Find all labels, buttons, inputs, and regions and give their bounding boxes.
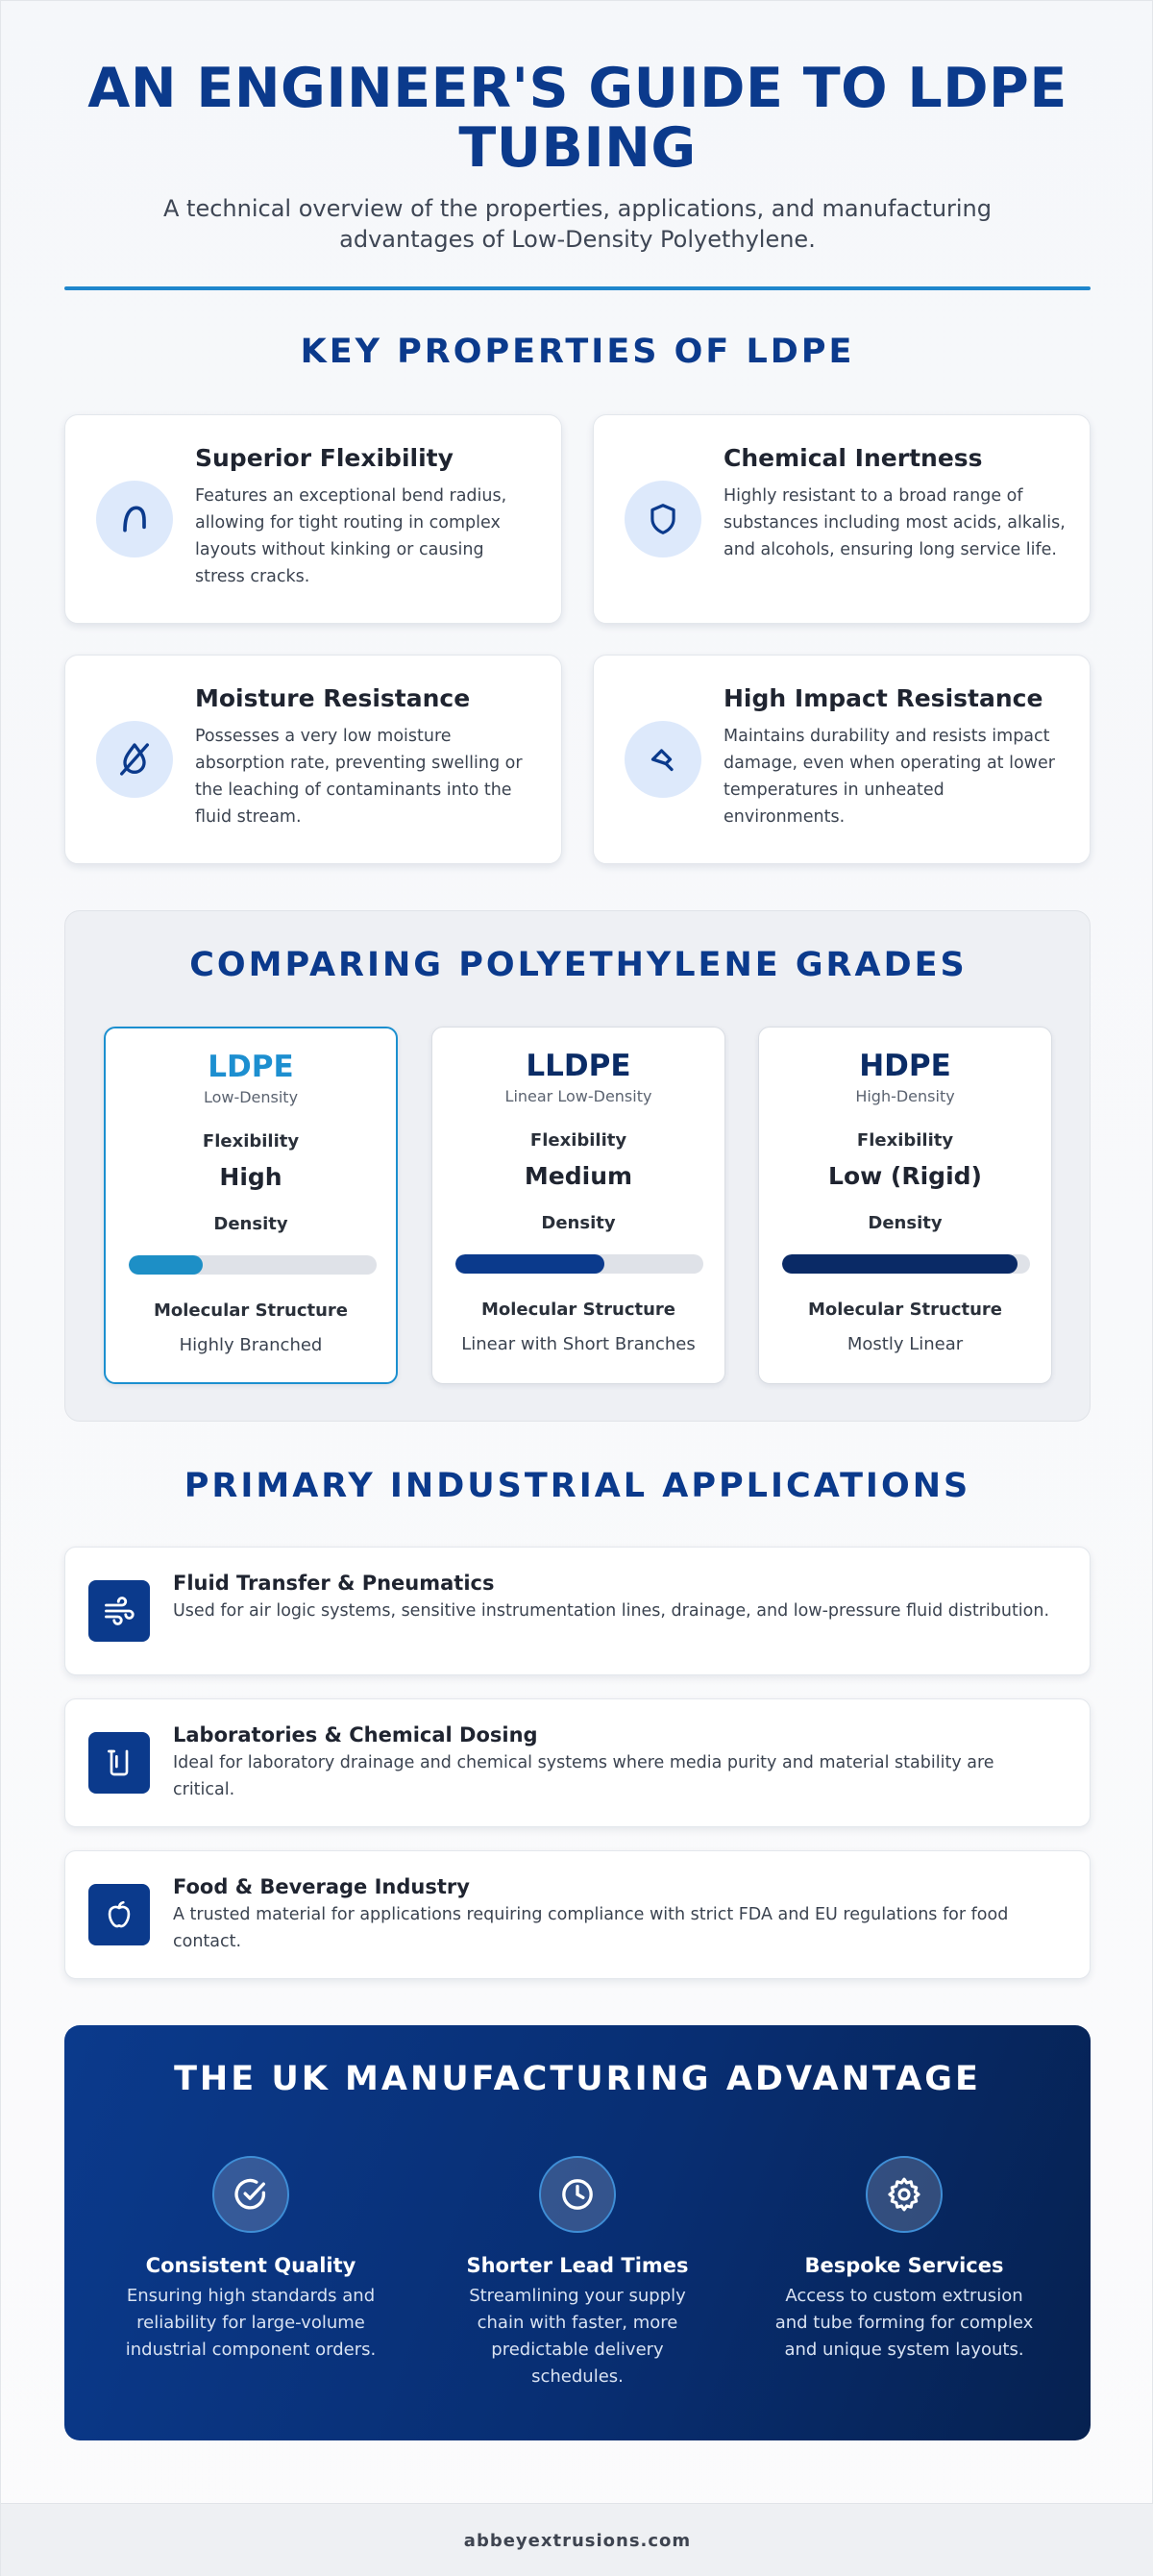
hammer-icon xyxy=(625,721,701,798)
advantage-name: Shorter Lead Times xyxy=(466,2254,689,2277)
flexibility-label: Flexibility xyxy=(529,1130,627,1151)
application-desc: A trusted material for applications requiring compliance with strict FDA and EU regulations for food contact. xyxy=(173,1905,1009,1951)
application-title: Fluid Transfer & Pneumatics xyxy=(173,1572,495,1595)
shield-icon xyxy=(625,481,701,557)
density-label: Density xyxy=(213,1214,288,1234)
comparison-title: COMPARING POLYETHYLENE GRADES xyxy=(189,946,968,984)
grade-card-hdpe xyxy=(758,1027,1052,1384)
droplet-off-icon xyxy=(96,721,173,798)
advantage-desc: Ensuring high standards and reliability for large-volume industrial component orders. xyxy=(125,2286,377,2360)
density-label: Density xyxy=(868,1213,943,1233)
application-card-food xyxy=(64,1850,1091,1979)
application-card-laboratory xyxy=(64,1698,1091,1827)
advantage-name: Bespoke Services xyxy=(804,2254,1004,2277)
page xyxy=(1,1,1153,2576)
footer xyxy=(1,2503,1153,2576)
structure-value: Mostly Linear xyxy=(846,1334,964,1354)
grade-full-name: Linear Low-Density xyxy=(504,1087,652,1105)
property-desc: Maintains durability and resists impact damage, even when operating at lower temperatures in unheated environments. xyxy=(724,727,1055,827)
property-title: Superior Flexibility xyxy=(195,444,454,472)
advantage-name: Consistent Quality xyxy=(145,2254,356,2277)
structure-value: Linear with Short Branches xyxy=(461,1334,696,1354)
grade-name: LLDPE xyxy=(526,1049,631,1083)
property-card-impact xyxy=(593,655,1091,864)
website-link[interactable]: abbeyextrusions.com xyxy=(463,2530,692,2551)
flexible-curve-icon xyxy=(96,481,173,557)
density-bar xyxy=(455,1254,703,1274)
grade-card-lldpe xyxy=(431,1027,725,1384)
grade-name: LDPE xyxy=(208,1050,294,1084)
check-circle-icon xyxy=(212,2156,289,2233)
properties-title: KEY PROPERTIES OF LDPE xyxy=(300,333,855,371)
advantage-panel xyxy=(64,2025,1091,2440)
beaker-icon xyxy=(88,1732,150,1794)
wind-icon xyxy=(88,1580,150,1642)
advantage-item-lead-times xyxy=(433,2156,722,2390)
advantage-item-bespoke xyxy=(760,2156,1048,2364)
property-card-flexibility xyxy=(64,414,562,624)
structure-label: Molecular Structure xyxy=(480,1300,676,1320)
applications-title: PRIMARY INDUSTRIAL APPLICATIONS xyxy=(184,1467,971,1505)
flexibility-value: High xyxy=(219,1163,282,1191)
application-title: Food & Beverage Industry xyxy=(173,1875,470,1898)
hero xyxy=(64,59,1091,255)
structure-label: Molecular Structure xyxy=(153,1300,349,1321)
page-subtitle: A technical overview of the properties, applications, and manufacturing advantages of Low-Density Polyethylene. xyxy=(162,195,993,253)
density-bar xyxy=(129,1255,377,1275)
application-card-fluid xyxy=(64,1547,1091,1675)
property-title: Chemical Inertness xyxy=(724,444,983,472)
flexibility-value: Medium xyxy=(524,1162,633,1190)
property-title: Moisture Resistance xyxy=(195,684,471,712)
structure-value: Highly Branched xyxy=(179,1335,323,1355)
application-title: Laboratories & Chemical Dosing xyxy=(173,1723,538,1746)
property-desc: Features an exceptional bend radius, allowing for tight routing in complex layouts without kinking or causing stress cracks. xyxy=(195,486,507,586)
property-desc: Possesses a very low moisture absorption rate, preventing swelling or the leaching of contaminants into the fluid stream. xyxy=(195,727,523,827)
header-divider xyxy=(64,286,1091,290)
structure-label: Molecular Structure xyxy=(807,1300,1003,1320)
application-desc: Used for air logic systems, sensitive instrumentation lines, drainage, and low-pressure fluid distribution. xyxy=(173,1601,1050,1621)
advantage-desc: Access to custom extrusion and tube forming for complex and unique system layouts. xyxy=(774,2286,1034,2360)
advantage-title: THE UK MANUFACTURING ADVANTAGE xyxy=(174,2060,981,2098)
property-card-chemical xyxy=(593,414,1091,624)
density-bar xyxy=(782,1254,1030,1274)
property-desc: Highly resistant to a broad range of substances including most acids, alkalis, and alcohols, ensuring long service life. xyxy=(724,486,1066,559)
apple-icon xyxy=(88,1884,150,1945)
density-bar-fill xyxy=(129,1255,203,1275)
application-desc: Ideal for laboratory drainage and chemical systems where media purity and material stability are critical. xyxy=(173,1753,994,1799)
page-title: AN ENGINEER'S GUIDE TO LDPE TUBING xyxy=(87,57,1067,180)
property-title: High Impact Resistance xyxy=(724,684,1043,712)
advantage-desc: Streamlining your supply chain with faster, more predictable delivery schedules. xyxy=(469,2286,686,2387)
flexibility-value: Low (Rigid) xyxy=(828,1162,982,1190)
density-label: Density xyxy=(541,1213,616,1233)
comparison-panel xyxy=(64,910,1091,1422)
property-card-moisture xyxy=(64,655,562,864)
grade-card-ldpe xyxy=(104,1027,398,1384)
flexibility-label: Flexibility xyxy=(202,1131,300,1152)
advantage-item-quality xyxy=(107,2156,395,2364)
grade-full-name: High-Density xyxy=(855,1087,955,1105)
clock-icon xyxy=(539,2156,616,2233)
gear-icon xyxy=(866,2156,943,2233)
grade-name: HDPE xyxy=(859,1049,951,1083)
flexibility-label: Flexibility xyxy=(856,1130,954,1151)
density-bar-fill xyxy=(455,1254,604,1274)
density-bar-fill xyxy=(782,1254,1018,1274)
grade-full-name: Low-Density xyxy=(203,1088,299,1106)
